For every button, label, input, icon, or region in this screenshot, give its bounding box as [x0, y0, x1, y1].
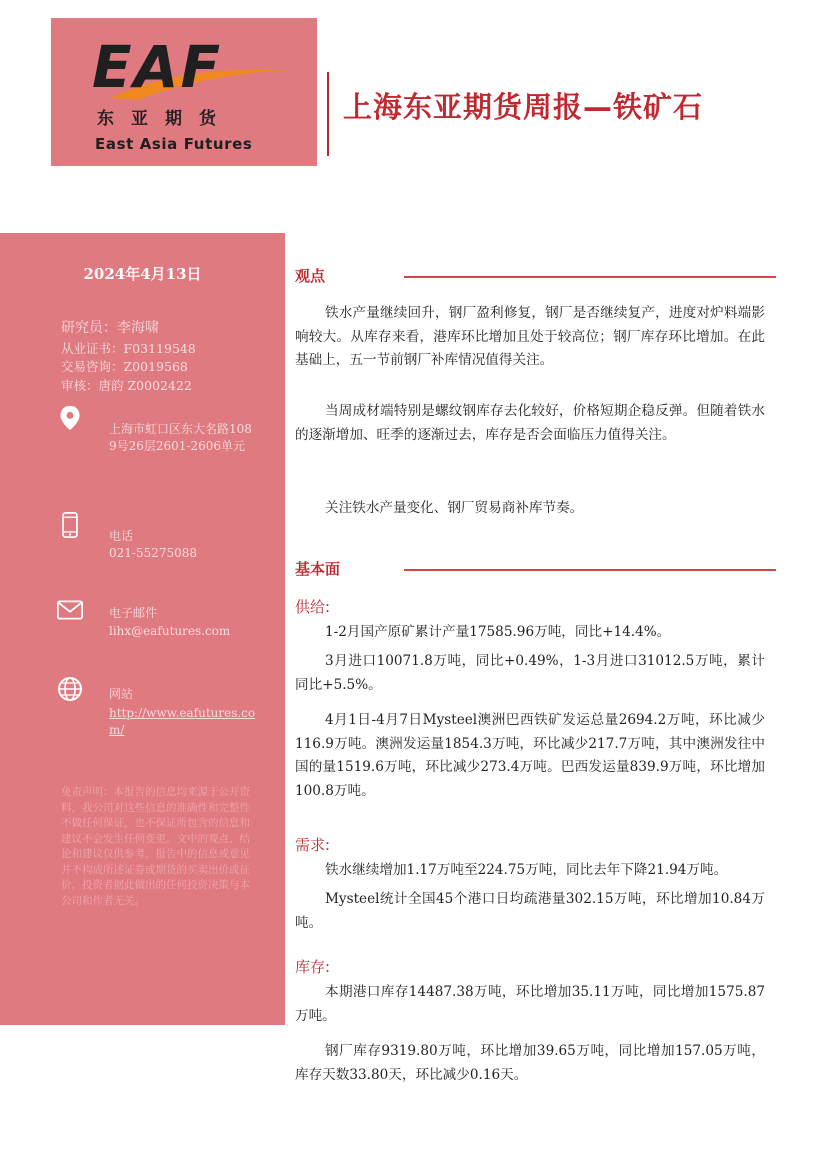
globe-icon: [57, 676, 83, 702]
logo-chinese-name: 东亚期货: [97, 109, 233, 129]
analyst-line: 研究员：李海啸: [61, 320, 159, 336]
phone-number[interactable]: 021-55275088: [109, 546, 198, 560]
subheading-demand: 需求:: [295, 836, 331, 854]
phone-label: 电话: [109, 529, 134, 543]
viewpoint-paragraph: 当周成材端特别是螺纹钢库存去化较好，价格短期企稳反弹。但随着铁水的逐渐增加、旺季的逐渐过去，库存是否会面临压力值得关注。: [295, 403, 765, 443]
viewpoint-paragraph: 关注铁水产量变化、钢厂贸易商补库节奏。: [325, 500, 584, 516]
logo-wordmark: EAF: [92, 33, 223, 101]
email-label: 电子邮件: [109, 606, 158, 620]
analyst-info: [61, 319, 196, 395]
analyst-line: 审核：唐韵 Z0002422: [61, 377, 192, 393]
inventory-paragraph: 钢厂库存9319.80万吨，环比增加39.65万吨，同比增加157.05万吨，库存天数33.80天，环比减少0.16天。: [295, 1043, 765, 1083]
logo-english-name: East Asia Futures: [95, 135, 253, 153]
section-rule: [404, 276, 776, 278]
sidebar: [0, 233, 285, 1025]
section-heading-fundamentals: 基本面: [295, 560, 341, 578]
supply-paragraph: 3月进口10071.8万吨，同比+0.49%，1-3月进口31012.5万吨，累计同比+5.5%。: [295, 653, 765, 693]
title-divider: [327, 72, 329, 156]
supply-paragraph: 4月1日-4月7日Mysteel澳洲巴西铁矿发运总量2694.2万吨，环比减少116.9万吨。澳洲发运量1854.3万吨，环比减少217.7万吨，其中澳洲发往中国的量1519.6万吨，环比减少273.4万吨。巴西发运量839.9万吨，环比增加100.8万吨。: [295, 712, 765, 799]
subheading-inventory: 库存:: [295, 958, 331, 976]
report-title: 上海东亚期货周报—铁矿石: [343, 90, 704, 124]
analyst-line: 交易咨询：Z0019568: [61, 359, 188, 374]
envelope-icon: [57, 597, 83, 623]
subheading-supply: 供给:: [295, 598, 331, 616]
website-link[interactable]: http://www.eafutures.com/: [109, 706, 256, 737]
report-date: 2024年4月13日: [83, 265, 202, 283]
section-heading-viewpoint: 观点: [295, 267, 326, 285]
inventory-paragraph: 本期港口库存14487.38万吨，环比增加35.11万吨，同比增加1575.87万吨。: [295, 984, 765, 1024]
viewpoint-paragraph: 铁水产量继续回升，钢厂盈利修复，钢厂是否继续复产，进度对炉料端影响较大。从库存来看，港库环比增加且处于较高位；钢厂库存环比增加。在此基础上，五一节前钢厂补库情况值得关注。: [295, 305, 765, 368]
email-address[interactable]: lihx@eafutures.com: [109, 624, 231, 638]
mobile-phone-icon: [57, 512, 83, 538]
analyst-line: 从业证书：F03119548: [61, 340, 196, 356]
website-label: 网站: [109, 687, 134, 701]
section-rule: [404, 569, 776, 571]
location-pin-icon: [57, 405, 83, 431]
address-text: 上海市虹口区东大名路1089号26层2601-2606单元: [109, 422, 252, 453]
demand-paragraph: Mysteel统计全国45个港口日均疏港量302.15万吨，环比增加10.84万吨。: [295, 891, 765, 931]
disclaimer: 免责声明：本报告的信息均来源于公开资料，我公司对这些信息的准确性和完整性不做任何保证，也不保证所包含的信息和建议不会发生任何变更。文中的观点、结论和建议仅供参考，报告中的信息或意见并不构成所述证券或期货的买卖出价或征价，投资者据此做出的任何投资决策与本公司和作者无关。: [61, 786, 250, 907]
demand-paragraph: 铁水继续增加1.17万吨至224.75万吨，同比去年下降21.94万吨。: [325, 862, 728, 878]
supply-paragraph: 1-2月国产原矿累计产量17585.96万吨，同比+14.4%。: [325, 624, 671, 640]
